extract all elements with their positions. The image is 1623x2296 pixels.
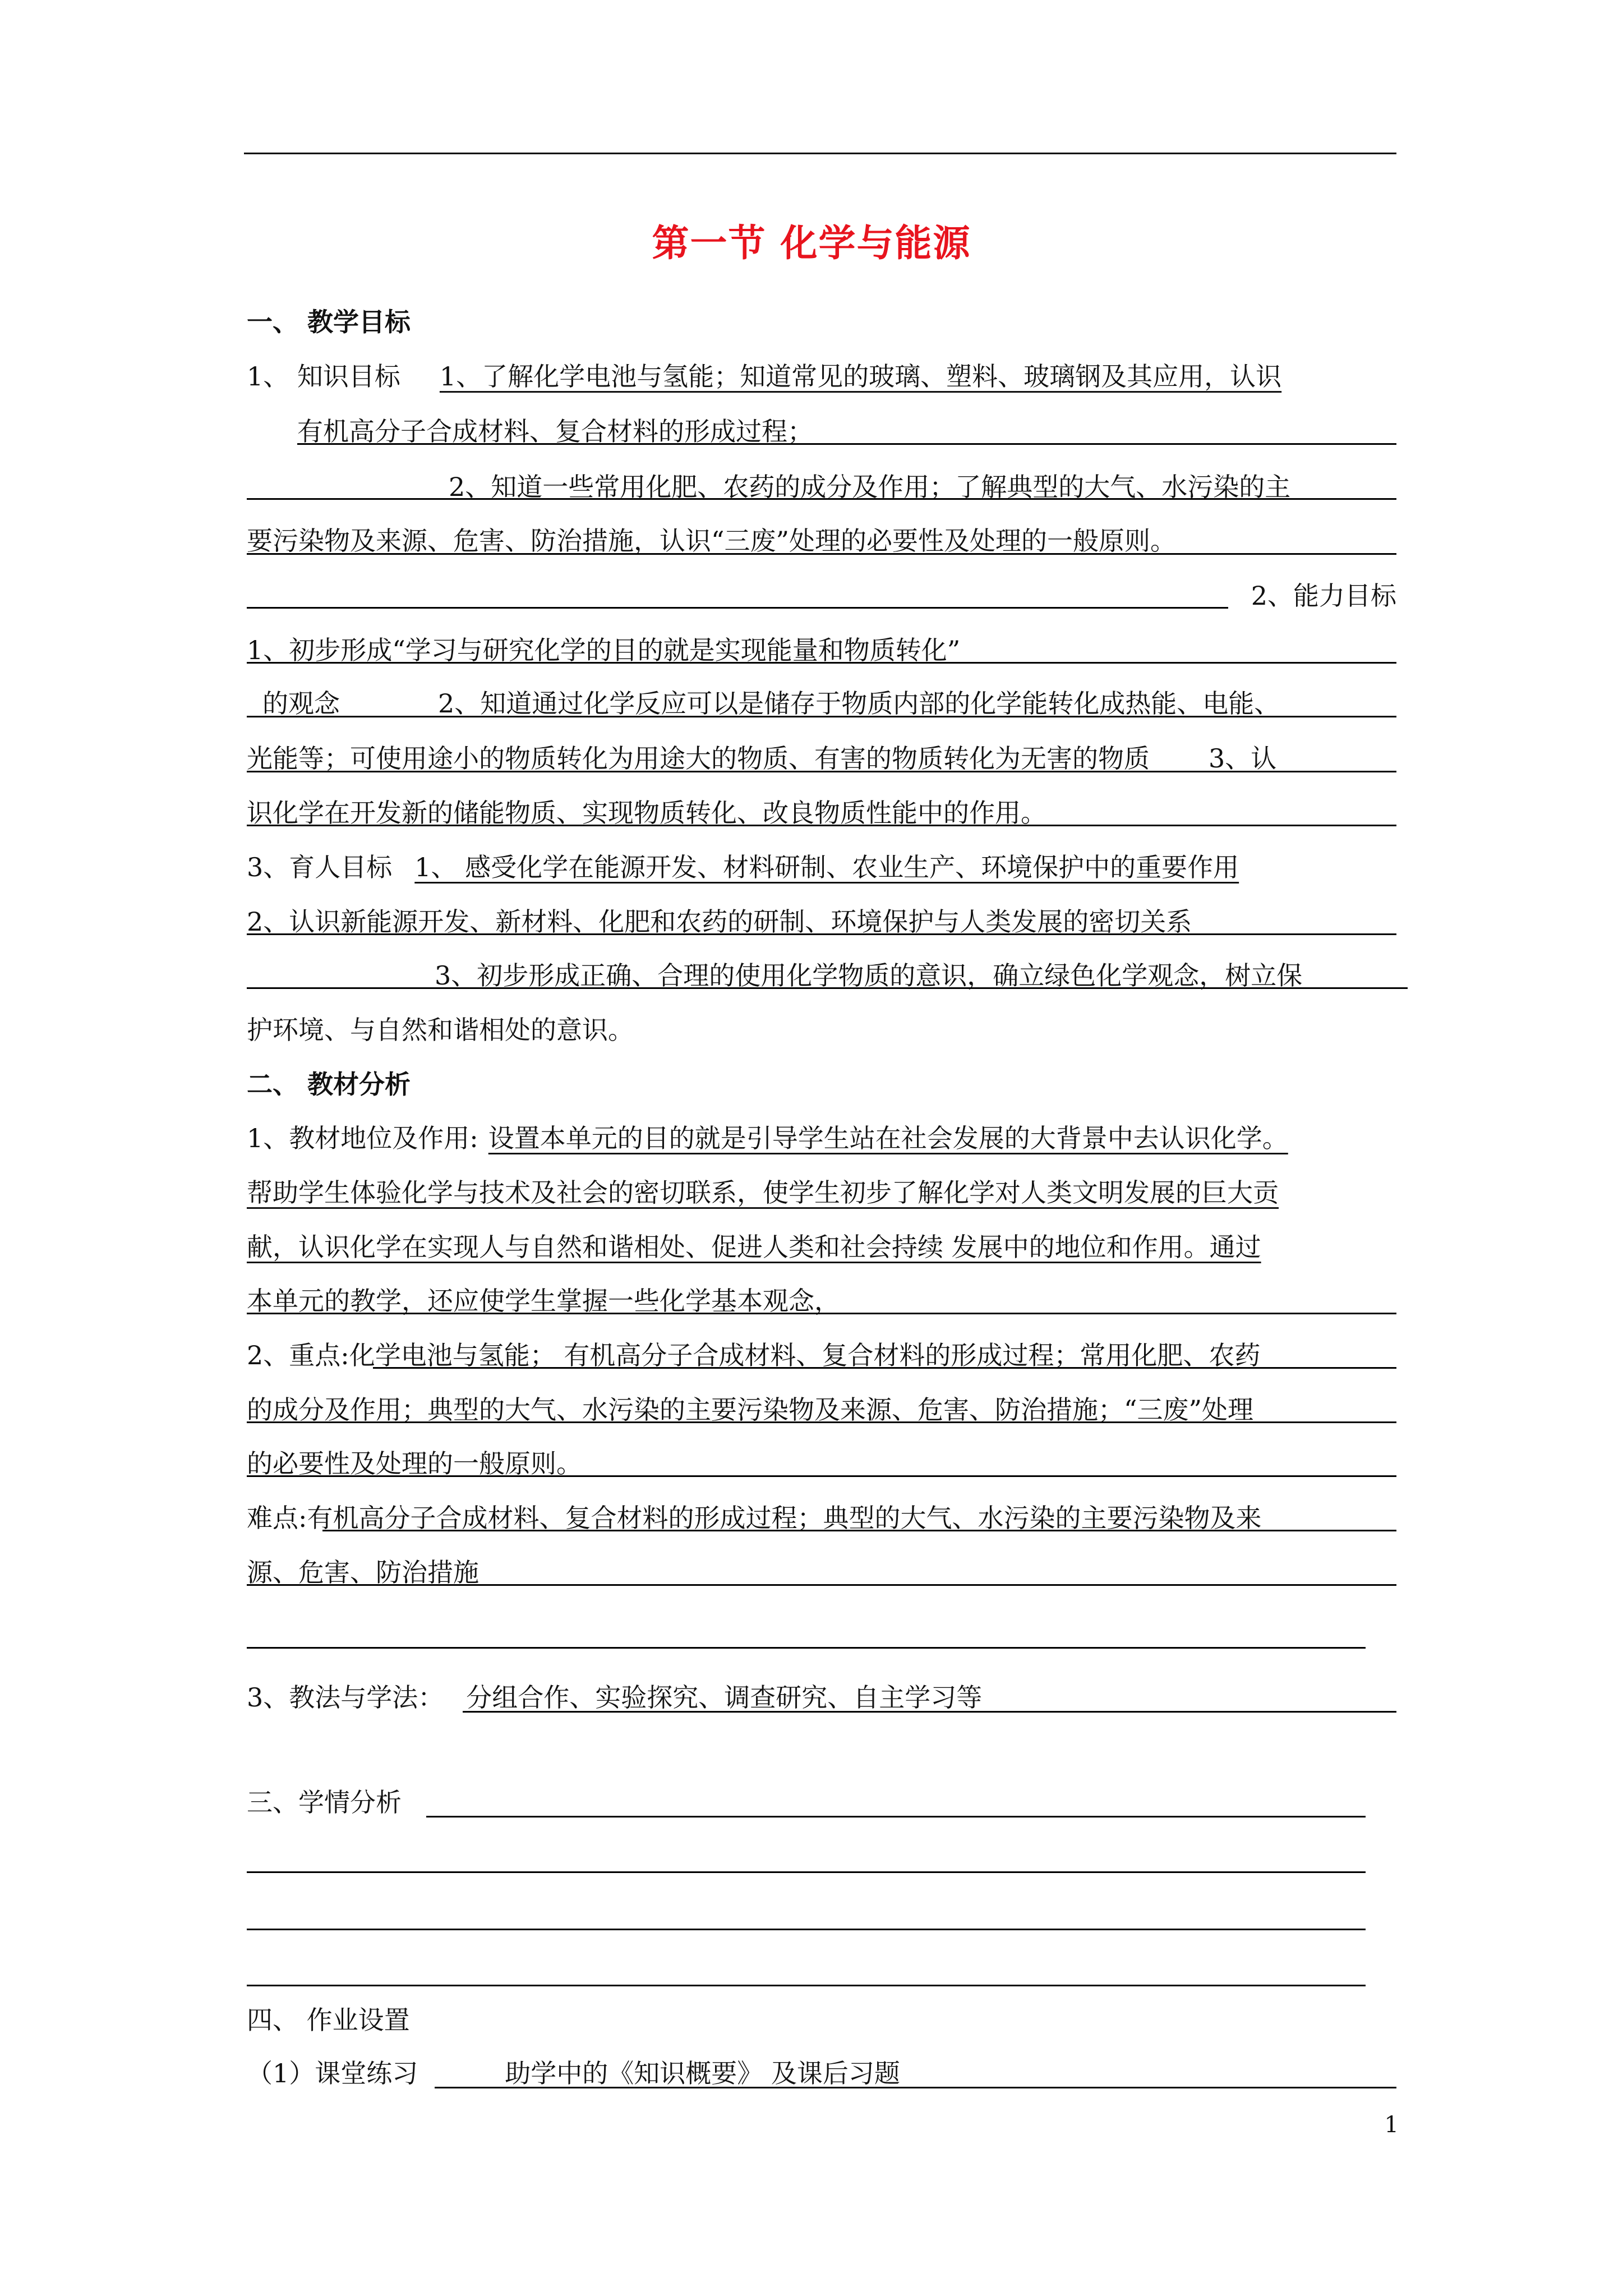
education-goal-text: 1、 感受化学在能源开发、材料研制、农业生产、环境保护中的重要作用 (414, 852, 1239, 882)
ability-goal-label: 2、能力目标 (1251, 581, 1396, 611)
material-status-line-3: 献，认识化学在实现人与自然和谐相处、促进人类和社会持续 发展中的地位和作用。通过 (247, 1232, 1261, 1262)
knowledge-goal-line-2: 有机高分子合成材料、复合材料的形成过程； (297, 416, 813, 447)
key-points-label: 2、重点: (247, 1340, 349, 1370)
material-status-line-2: 帮助学生体验化学与技术及社会的密切联系，使学生初步了解化学对人类文明发展的巨大贡 (247, 1177, 1279, 1208)
blank-answer-line (247, 1929, 1366, 1930)
blank-answer-line (247, 1985, 1366, 1986)
classroom-practice-label: （1）课堂练习 (247, 2058, 418, 2088)
homework-heading: 四、 作业设置 (247, 2005, 410, 2035)
knowledge-goal-line-3: 2、知道一些常用化肥、农药的成分及作用；了解典型的大气、水污染的主 (449, 472, 1291, 502)
difficulty-label: 难点: (247, 1503, 307, 1533)
section-heading-material-analysis: 二、 教材分析 (247, 1069, 411, 1099)
blank-answer-line (247, 1647, 1366, 1649)
ability-goal-line-2: 的观念 2、知道通过化学反应可以是储存于物质内部的化学能转化成热能、电能、 (262, 688, 1280, 719)
underline (247, 933, 1396, 935)
key-points-line-2: 的成分及作用；典型的大气、水污染的主要污染物及来源、危害、防治措施；“三废”处理 (247, 1395, 1254, 1425)
header-rule (244, 153, 1396, 154)
blank-answer-line (247, 1871, 1366, 1873)
underline (373, 1367, 1396, 1369)
underline (247, 1421, 1396, 1423)
section-heading-teaching-goals: 一、 教学目标 (247, 307, 411, 337)
underline (435, 2087, 1396, 2088)
underline (247, 1475, 1396, 1477)
teaching-method-line: 3、教法与学法： 分组合作、实验探究、调查研究、自主学习等 (247, 1682, 983, 1713)
difficulty-line-2: 源、危害、防治措施 (247, 1557, 479, 1588)
underline (247, 771, 1396, 772)
key-points-line-1: 2、重点:化学电池与氢能； 有机高分子合成材料、复合材料的形成过程；常用化肥、农药 (247, 1340, 1261, 1370)
page-number: 1 (1384, 2112, 1399, 2138)
underline (297, 443, 1396, 445)
underline (463, 1711, 1396, 1713)
underline (247, 498, 1396, 500)
material-status-line-1: 1、教材地位及作用: 设置本单元的目的就是引导学生站在社会发展的大背景中去认识化学。 (247, 1123, 1288, 1153)
page-title: 第一节 化学与能源 (652, 221, 971, 265)
education-goal-line-1 (247, 847, 1396, 884)
blank-answer-line (426, 1816, 1366, 1818)
underline (247, 987, 1408, 989)
underline (247, 716, 1396, 717)
ability-goal-line-4: 识化学在开发新的储能物质、实现物质转化、改良物质性能中的作用。 (247, 798, 1046, 828)
underline (247, 553, 1396, 555)
education-goal-line-4: 护环境、与自然和谐相处的意识。 (247, 1015, 634, 1045)
knowledge-goal-line-1 (247, 356, 1396, 393)
education-goal-line-2: 2、认识新能源开发、新材料、化肥和农药的研制、环境保护与人类发展的密切关系 (247, 907, 1192, 937)
student-analysis-heading: 三、学情分析 (247, 1787, 402, 1818)
material-status-line-4: 本单元的教学，还应使学生掌握一些化学基本观念， (247, 1286, 840, 1316)
education-goal-label: 3、育人目标 (247, 852, 393, 882)
knowledge-goal-text: 1、了解化学电池与氢能；知道常见的玻璃、塑料、玻璃钢及其应用，认识 (439, 361, 1282, 392)
teaching-method-label: 3、教法与学法： (247, 1682, 444, 1713)
underline (247, 662, 1396, 664)
difficulty-line-1: 难点:有机高分子合成材料、复合材料的形成过程；典型的大气、水污染的主要污染物及来 (247, 1503, 1262, 1533)
material-status-label: 1、教材地位及作用: (247, 1123, 478, 1153)
ability-goal-line-1: 1、初步形成“学习与研究化学的目的就是实现能量和物质转化” (247, 635, 961, 665)
underline (247, 825, 1396, 826)
key-points-line-3: 的必要性及处理的一般原则。 (247, 1448, 582, 1479)
underline (322, 1530, 1396, 1531)
knowledge-goal-line-4: 要污染物及来源、危害、防治措施，认识“三废”处理的必要性及处理的一般原则。 (247, 526, 1177, 556)
underline (247, 1313, 1396, 1314)
knowledge-goal-label: 1、 知识目标 (247, 361, 400, 392)
student-analysis-line (247, 1782, 1396, 1819)
classroom-practice-line: （1）课堂练习 助学中的《知识概要》 及课后习题 (247, 2058, 900, 2088)
ability-goal-line-3: 光能等；可使用途小的物质转化为用途大的物质、有害的物质转化为无害的物质 3、认 (247, 743, 1277, 774)
underline (247, 1584, 1396, 1586)
education-goal-line-3: 3、初步形成正确、合理的使用化学物质的意识，确立绿色化学观念，树立保 (435, 960, 1303, 991)
